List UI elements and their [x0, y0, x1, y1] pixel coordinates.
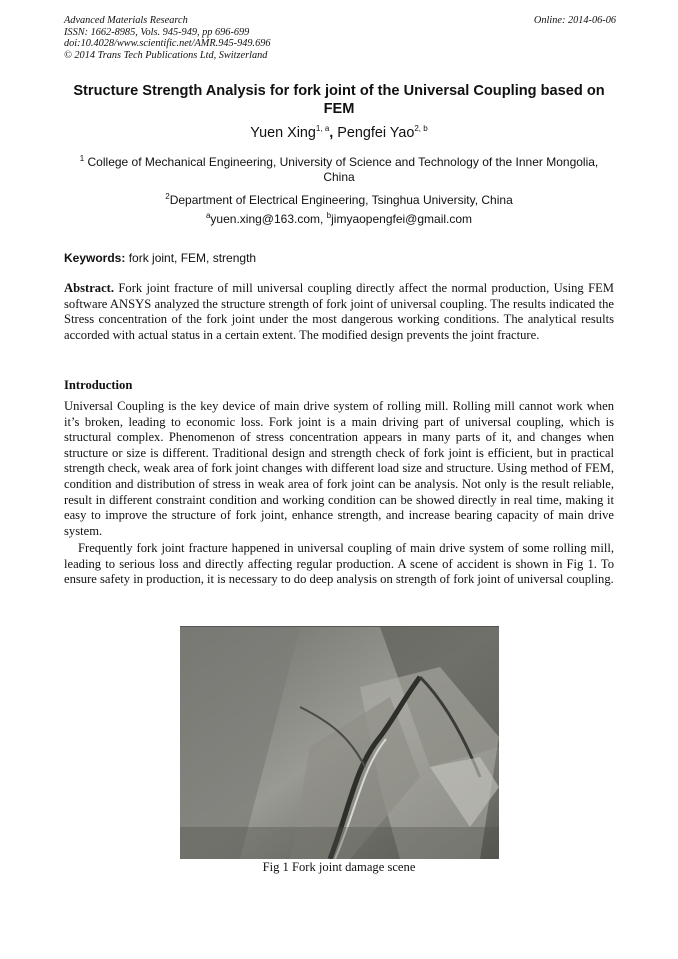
journal-name: Advanced Materials Research — [64, 15, 188, 26]
author-2-marker: 2, b — [414, 124, 428, 134]
issn-line: ISSN: 1662-8985, Vols. 945-949, pp 696-699 — [64, 26, 250, 38]
abstract — [64, 281, 614, 343]
figure-caption: Fig 1 Fork joint damage scene — [262, 860, 416, 874]
abstract-text: Fork joint fracture of mill universal coupling directly affect the normal production, Using FEM software ANSYS analyzed the structure strength of fork joint of universal coupling. The results indicated the Stress concentration of the fork joint under the most dangerous working conditions. The analytical results accorded with actual status in a certain extent. The modified design prevents the joint fracture. — [64, 281, 614, 342]
doi-link[interactable]: doi:10.4028/www.scientific.net/AMR.945-949.696 — [64, 38, 271, 50]
author-1: Yuen Xing — [250, 125, 316, 141]
keywords-label: Keywords: — [64, 251, 126, 265]
email-b-marker: b — [326, 211, 332, 220]
email-line — [64, 212, 614, 227]
online-date: Online: 2014-06-06 — [533, 15, 616, 26]
intro-paragraph-1: Universal Coupling is the key device of main drive system of rolling mill. Rolling mill cannot work when it’s broken, leading to economic loss. Fork joint is a main driving part of universal coupling, which is structural complex. Phenomenon of stress concentration appears in many parts of it, and changes when structure or size is different. Traditional design and strength check of fork joint is efficient, but in practical strength check, weak area of fork joint changes with different load size and structure. Using method of FEM, condition and distribution of stress in weak area of fork joint can be analysis. Not only is the result reliable, result in different constraint condition and working condition can be showed directly in real time, making it easy to improve the structure of fork joint, enhance strength, and increase bearing capacity of main drive system. — [64, 399, 614, 538]
author-separator: , — [329, 125, 338, 141]
section-heading-introduction: Introduction — [64, 378, 133, 392]
photo-placeholder — [180, 627, 499, 859]
figure-photo-fork-joint-damage — [180, 626, 499, 859]
author-line — [64, 125, 614, 141]
abstract-label: Abstract. — [64, 281, 115, 295]
affiliation-1-text: College of Mechanical Engineering, University of Science and Technology of the Inner Mongolia, China — [87, 155, 599, 184]
affiliation-2-text: Department of Electrical Engineering, Tsinghua University, China — [169, 193, 513, 207]
email-a-marker: a — [205, 211, 211, 220]
email-b[interactable]: jimyaopengfei@gmail.com — [331, 212, 473, 226]
affiliation-1 — [64, 155, 614, 185]
keywords-text: fork joint, FEM, strength — [125, 251, 257, 265]
author-1-marker: 1, a — [315, 124, 330, 134]
intro-paragraph-2: Frequently fork joint fracture happened in universal coupling of main drive system of some rolling mill, leading to serious loss and directly affecting regular production. A scene of accident is shown in Fig 1. To ensure safety in production, it is necessary to do deep analysis on strength of fork joint of universal coupling. — [64, 541, 614, 587]
copyright-line: © 2014 Trans Tech Publications Ltd, Switzerland — [64, 49, 268, 61]
paper-title: Structure Strength Analysis for fork joint of the Universal Coupling based on FEM — [73, 83, 605, 117]
keywords — [64, 251, 256, 265]
affiliation-2-marker: 2 — [165, 192, 170, 201]
affiliation-1-marker: 1 — [79, 154, 85, 163]
email-a[interactable]: yuen.xing@163.com, — [210, 212, 327, 226]
journal-metadata — [64, 15, 271, 61]
affiliation-2 — [64, 193, 614, 208]
author-2: Pengfei Yao — [337, 125, 415, 141]
